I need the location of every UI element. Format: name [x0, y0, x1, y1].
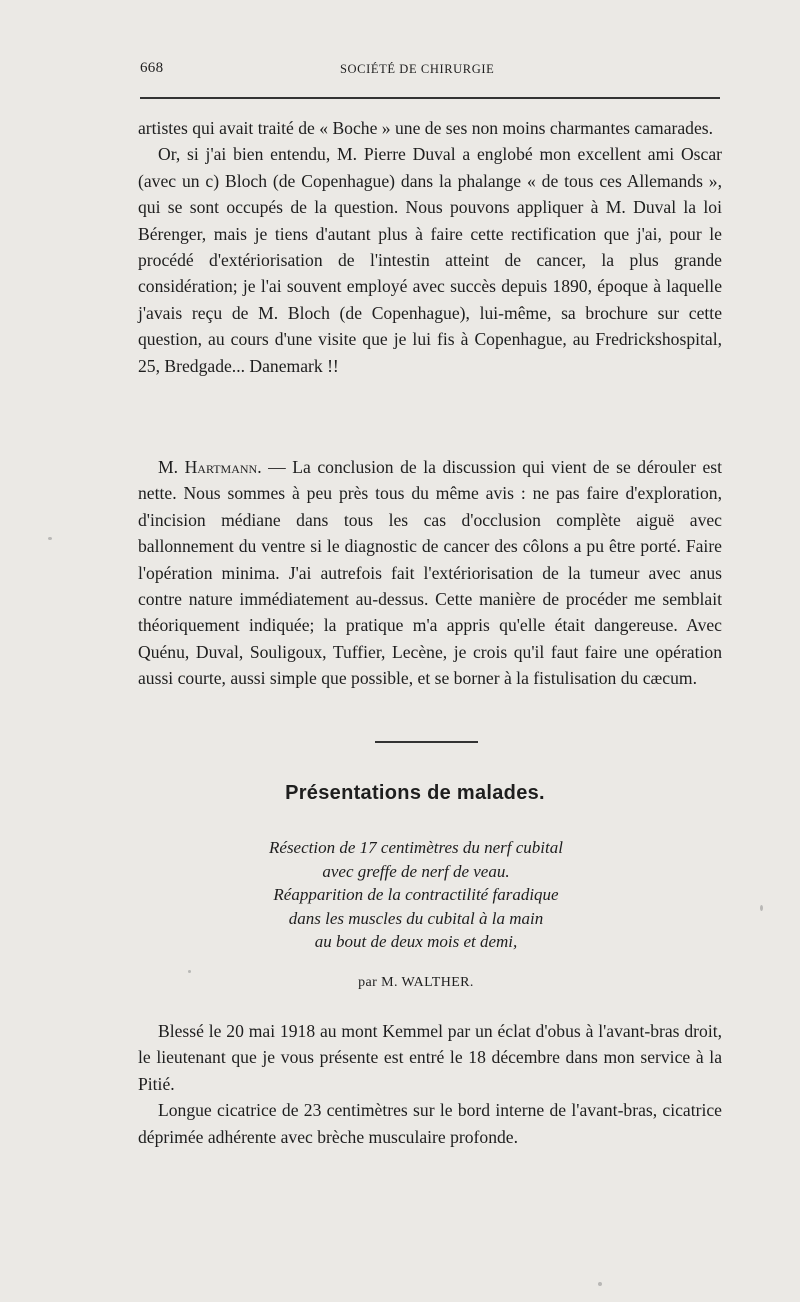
discussion-continuation — [138, 115, 722, 379]
author-line: par M. WALTHER. — [358, 975, 474, 990]
case-title-line: Résection de 17 centimètres du nerf cubital — [269, 838, 563, 857]
header-rule — [140, 97, 720, 99]
case-title-line: au bout de deux mois et demi, — [314, 932, 518, 952]
hartmann-text: — La conclusion de la discussion qui vient de se dérouler est nette. Nous sommes à peu près tous du même avis : ne pas faire d'exploration, d'incision médiane dans tous les cas d'occlusion complète aiguë avec ballonnement du ventre si le diagnostic de cancer des côlons a pu être porté. Faire l'opération minima. J'ai autrefois fait l'extériorisation de la tumeur avec anus contre nature immédiatement au-dessus. Cette manière de procéder me semblait théoriquement indiquée; la pratique m'a appris qu'elle était dangereuse. Avec Quénu, Duval, Souligoux, Tuffier, Lecène, je crois qu'il faut faire une opération aussi courte, aussi simple que possible, et se borner à la fistulisation du cæcum. — [138, 457, 722, 689]
hartmann-remarks — [138, 454, 722, 692]
case-report — [138, 1018, 722, 1150]
running-head — [140, 60, 720, 84]
running-head-title: SOCIÉTÉ DE CHIRURGIE — [340, 62, 495, 76]
case-title-line: dans les muscles du cubital à la main — [288, 908, 544, 928]
paragraph-bloch: Or, si j'ai bien entendu, M. Pierre Duval a englobé mon excellent ami Oscar (avec un c) Bloch (de Copenhague) dans la phalange « de tous ces Allemands », qui se sont occupés de la question. Nous pouvons appliquer à M. Duval la loi Bérenger, mais je tiens d'autant plus à faire cette rectification que j'ai, pour le procédé d'extériorisation de l'intestin atteint de cancer, la plus grande considération; je l'ai souvent employé avec succès depuis 1890, époque à laquelle j'avais reçu de M. Bloch (de Copenhague), lui-même, sa brochure sur cette question, au cours d'une visite que je lui fis à Copenhague, au Fredrickshospital, 25, Bredgade... Danemark !! — [138, 144, 722, 376]
page-number: 668 — [140, 60, 164, 76]
paragraph-scar: Longue cicatrice de 23 centimètres sur le bord interne de l'avant-bras, cicatrice déprimée adhérente avec brèche musculaire profonde. — [138, 1100, 722, 1147]
paragraph-continued: artistes qui avait traité de « Boche » une de ses non moins charmantes camarades. — [138, 118, 714, 138]
section-divider — [375, 741, 478, 743]
case-title-line: avec greffe de nerf de veau. — [322, 861, 510, 881]
paper-speck — [48, 537, 52, 540]
paragraph-hartmann — [138, 454, 722, 692]
paper-speck — [760, 905, 763, 911]
speaker-name: M. Hartmann. — [158, 457, 262, 477]
case-title-line: Réapparition de la contractilité faradique — [273, 885, 559, 905]
paragraph-injury: Blessé le 20 mai 1918 au mont Kemmel par un éclat d'obus à l'avant-bras droit, le lieutenant que je vous présente est entré le 18 décembre dans mon service à la Pitié. — [138, 1021, 722, 1094]
paper-speck — [188, 970, 191, 973]
section-title: Présentations de malades. — [285, 782, 545, 804]
case-title — [0, 836, 800, 954]
paper-speck — [598, 1282, 602, 1286]
